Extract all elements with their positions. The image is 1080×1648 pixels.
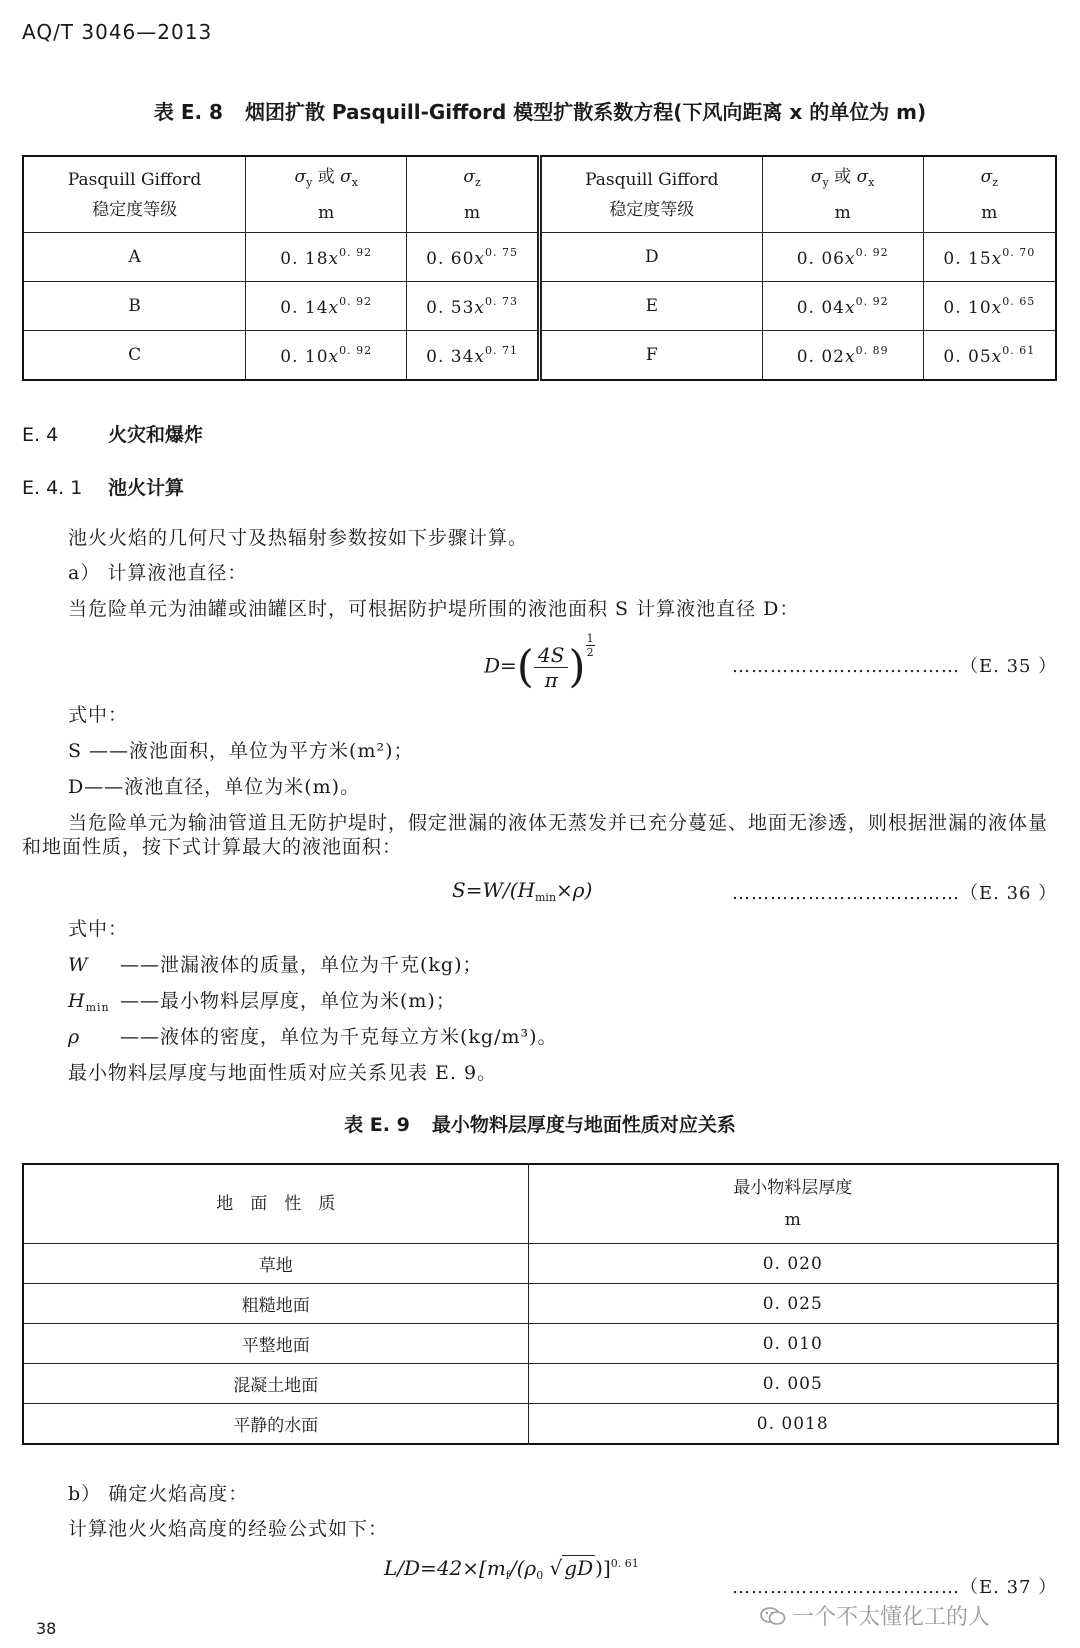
header-sz-2: $\sigma_z$ m (923, 156, 1056, 233)
sz-cell: 0. $53x^{0. 73}$ (407, 282, 540, 331)
table-e9-id: 表 E. 9 (344, 1114, 410, 1136)
thickness-cell: 0. 025 (528, 1284, 1058, 1324)
table-row (23, 331, 1056, 381)
header-thickness: 最小物料层厚度 m (528, 1164, 1058, 1244)
step-b: b） 确定火焰高度： (68, 1483, 249, 1505)
watermark: 一个不太懂化工的人 (760, 1600, 990, 1631)
table-e8-id: 表 E. 8 (153, 100, 223, 124)
equation-e36: $S=W/(H_{min}\times\rho)$ (452, 878, 593, 904)
standard-code: AQ/T 3046—2013 (22, 20, 213, 44)
definition-hmin: $H_{min}$ ——最小物料层厚度，单位为米(m)； (68, 990, 456, 1014)
thickness-cell: 0. 0018 (528, 1404, 1058, 1445)
where-label-2: 式中： (68, 918, 129, 940)
table-e8-header-row (23, 156, 1056, 233)
wechat-icon (760, 1606, 786, 1626)
header-class: Pasquill Gifford 稳定度等级 (23, 156, 246, 233)
surface-cell: 草地 (23, 1244, 528, 1284)
equation-e35-ref: ………………………………（E. 35 ） (732, 656, 1058, 677)
sz-cell: 0. $60x^{0. 75}$ (407, 233, 540, 282)
thickness-cell: 0. 020 (528, 1244, 1058, 1284)
equation-e37: $L/D=42\times[m_f/(\rho_0$ √ gD )]$^{0. 61}$ (384, 1556, 639, 1582)
paragraph-pipeline: 当危险单元为输油管道且无防护堤时，假定泄漏的液体无蒸发并已充分蔓延、地面无渗透，则根据泄漏的液体量和地面性质，按下式计算最大的液池面积： (22, 812, 1049, 858)
header-sy-2: $\sigma_y$ 或 $\sigma_x$ m (762, 156, 923, 233)
sy-cell: 0. $06x^{0. 92}$ (762, 233, 923, 282)
sz-cell: 0. $05x^{0. 61}$ (923, 331, 1056, 381)
paragraph-flame-height: 计算池火火焰高度的经验公式如下： (68, 1518, 389, 1540)
definition-w: W ——泄漏液体的质量，单位为千克(kg)； (68, 954, 483, 976)
class-cell: E (539, 282, 762, 331)
sy-cell: 0. $02x^{0. 89}$ (762, 331, 923, 381)
surface-cell: 混凝土地面 (23, 1364, 528, 1404)
table-row (23, 282, 1056, 331)
thickness-cell: 0. 010 (528, 1324, 1058, 1364)
page-number: 38 (36, 1619, 57, 1638)
paragraph-tank: 当危险单元为油罐或油罐区时，可根据防护堤所围的液池面积 S 计算液池直径 D： (68, 598, 800, 620)
header-class-2: Pasquill Gifford 稳定度等级 (539, 156, 762, 233)
table-row (23, 233, 1056, 282)
table-row (23, 1364, 1058, 1404)
table-row (23, 1244, 1058, 1284)
table-row (23, 1404, 1058, 1445)
surface-cell: 平静的水面 (23, 1404, 528, 1445)
definition-s: S ——液池面积，单位为平方米(m²)； (68, 740, 414, 762)
section-e41-heading: E. 4. 1 池火计算 (22, 477, 185, 499)
class-cell: B (23, 282, 246, 331)
sz-cell: 0. $34x^{0. 71}$ (407, 331, 540, 381)
header-surface: 地 面 性 质 (23, 1164, 528, 1244)
class-cell: D (539, 233, 762, 282)
table-e8 (22, 155, 1057, 381)
table-e9 (22, 1163, 1059, 1445)
table-row (23, 1324, 1058, 1364)
definition-d: D——液池直径，单位为米(m)。 (68, 776, 361, 798)
class-cell: A (23, 233, 246, 282)
equation-e37-ref: ………………………………（E. 37 ） (732, 1577, 1058, 1598)
sz-cell: 0. $10x^{0. 65}$ (923, 282, 1056, 331)
table-e9-caption (0, 1110, 1080, 1137)
paragraph-intro: 池火火焰的几何尺寸及热辐射参数按如下步骤计算。 (68, 527, 529, 549)
equation-e35: D=( $\frac{4S}{\pi}$ ) $\frac{1}{2}$ (484, 632, 594, 693)
surface-cell: 粗糙地面 (23, 1284, 528, 1324)
class-cell: F (539, 331, 762, 381)
section-e4-heading: E. 4 火灾和爆炸 (22, 424, 204, 446)
header-sy: $\sigma_y$ 或 $\sigma_x$ m (246, 156, 407, 233)
table-e8-title: 烟团扩散 Pasquill-Gifford 模型扩散系数方程(下风向距离 x 的单位为 m) (244, 100, 927, 124)
thickness-cell: 0. 005 (528, 1364, 1058, 1404)
table-e9-header-row (23, 1164, 1058, 1244)
table-e9-title: 最小物料层厚度与地面性质对应关系 (431, 1114, 736, 1136)
table-e8-caption (0, 96, 1080, 125)
surface-cell: 平整地面 (23, 1324, 528, 1364)
sqrt-icon: √ (549, 1556, 563, 1580)
sy-cell: 0. $10x^{0. 92}$ (246, 331, 407, 381)
sy-cell: 0. $14x^{0. 92}$ (246, 282, 407, 331)
sz-cell: 0. $15x^{0. 70}$ (923, 233, 1056, 282)
equation-e36-ref: ………………………………（E. 36 ） (732, 883, 1058, 904)
sy-cell: 0. $18x^{0. 92}$ (246, 233, 407, 282)
step-a: a） 计算液池直径： (68, 562, 248, 584)
table-row (23, 1284, 1058, 1324)
header-sz: $\sigma_z$ m (407, 156, 540, 233)
where-label-1: 式中： (68, 704, 129, 726)
class-cell: C (23, 331, 246, 381)
sy-cell: 0. $04x^{0. 92}$ (762, 282, 923, 331)
paragraph-table-ref: 最小物料层厚度与地面性质对应关系见表 E. 9。 (68, 1062, 498, 1084)
definition-rho: ρ ——液体的密度，单位为千克每立方米(kg/m³)。 (68, 1026, 558, 1048)
